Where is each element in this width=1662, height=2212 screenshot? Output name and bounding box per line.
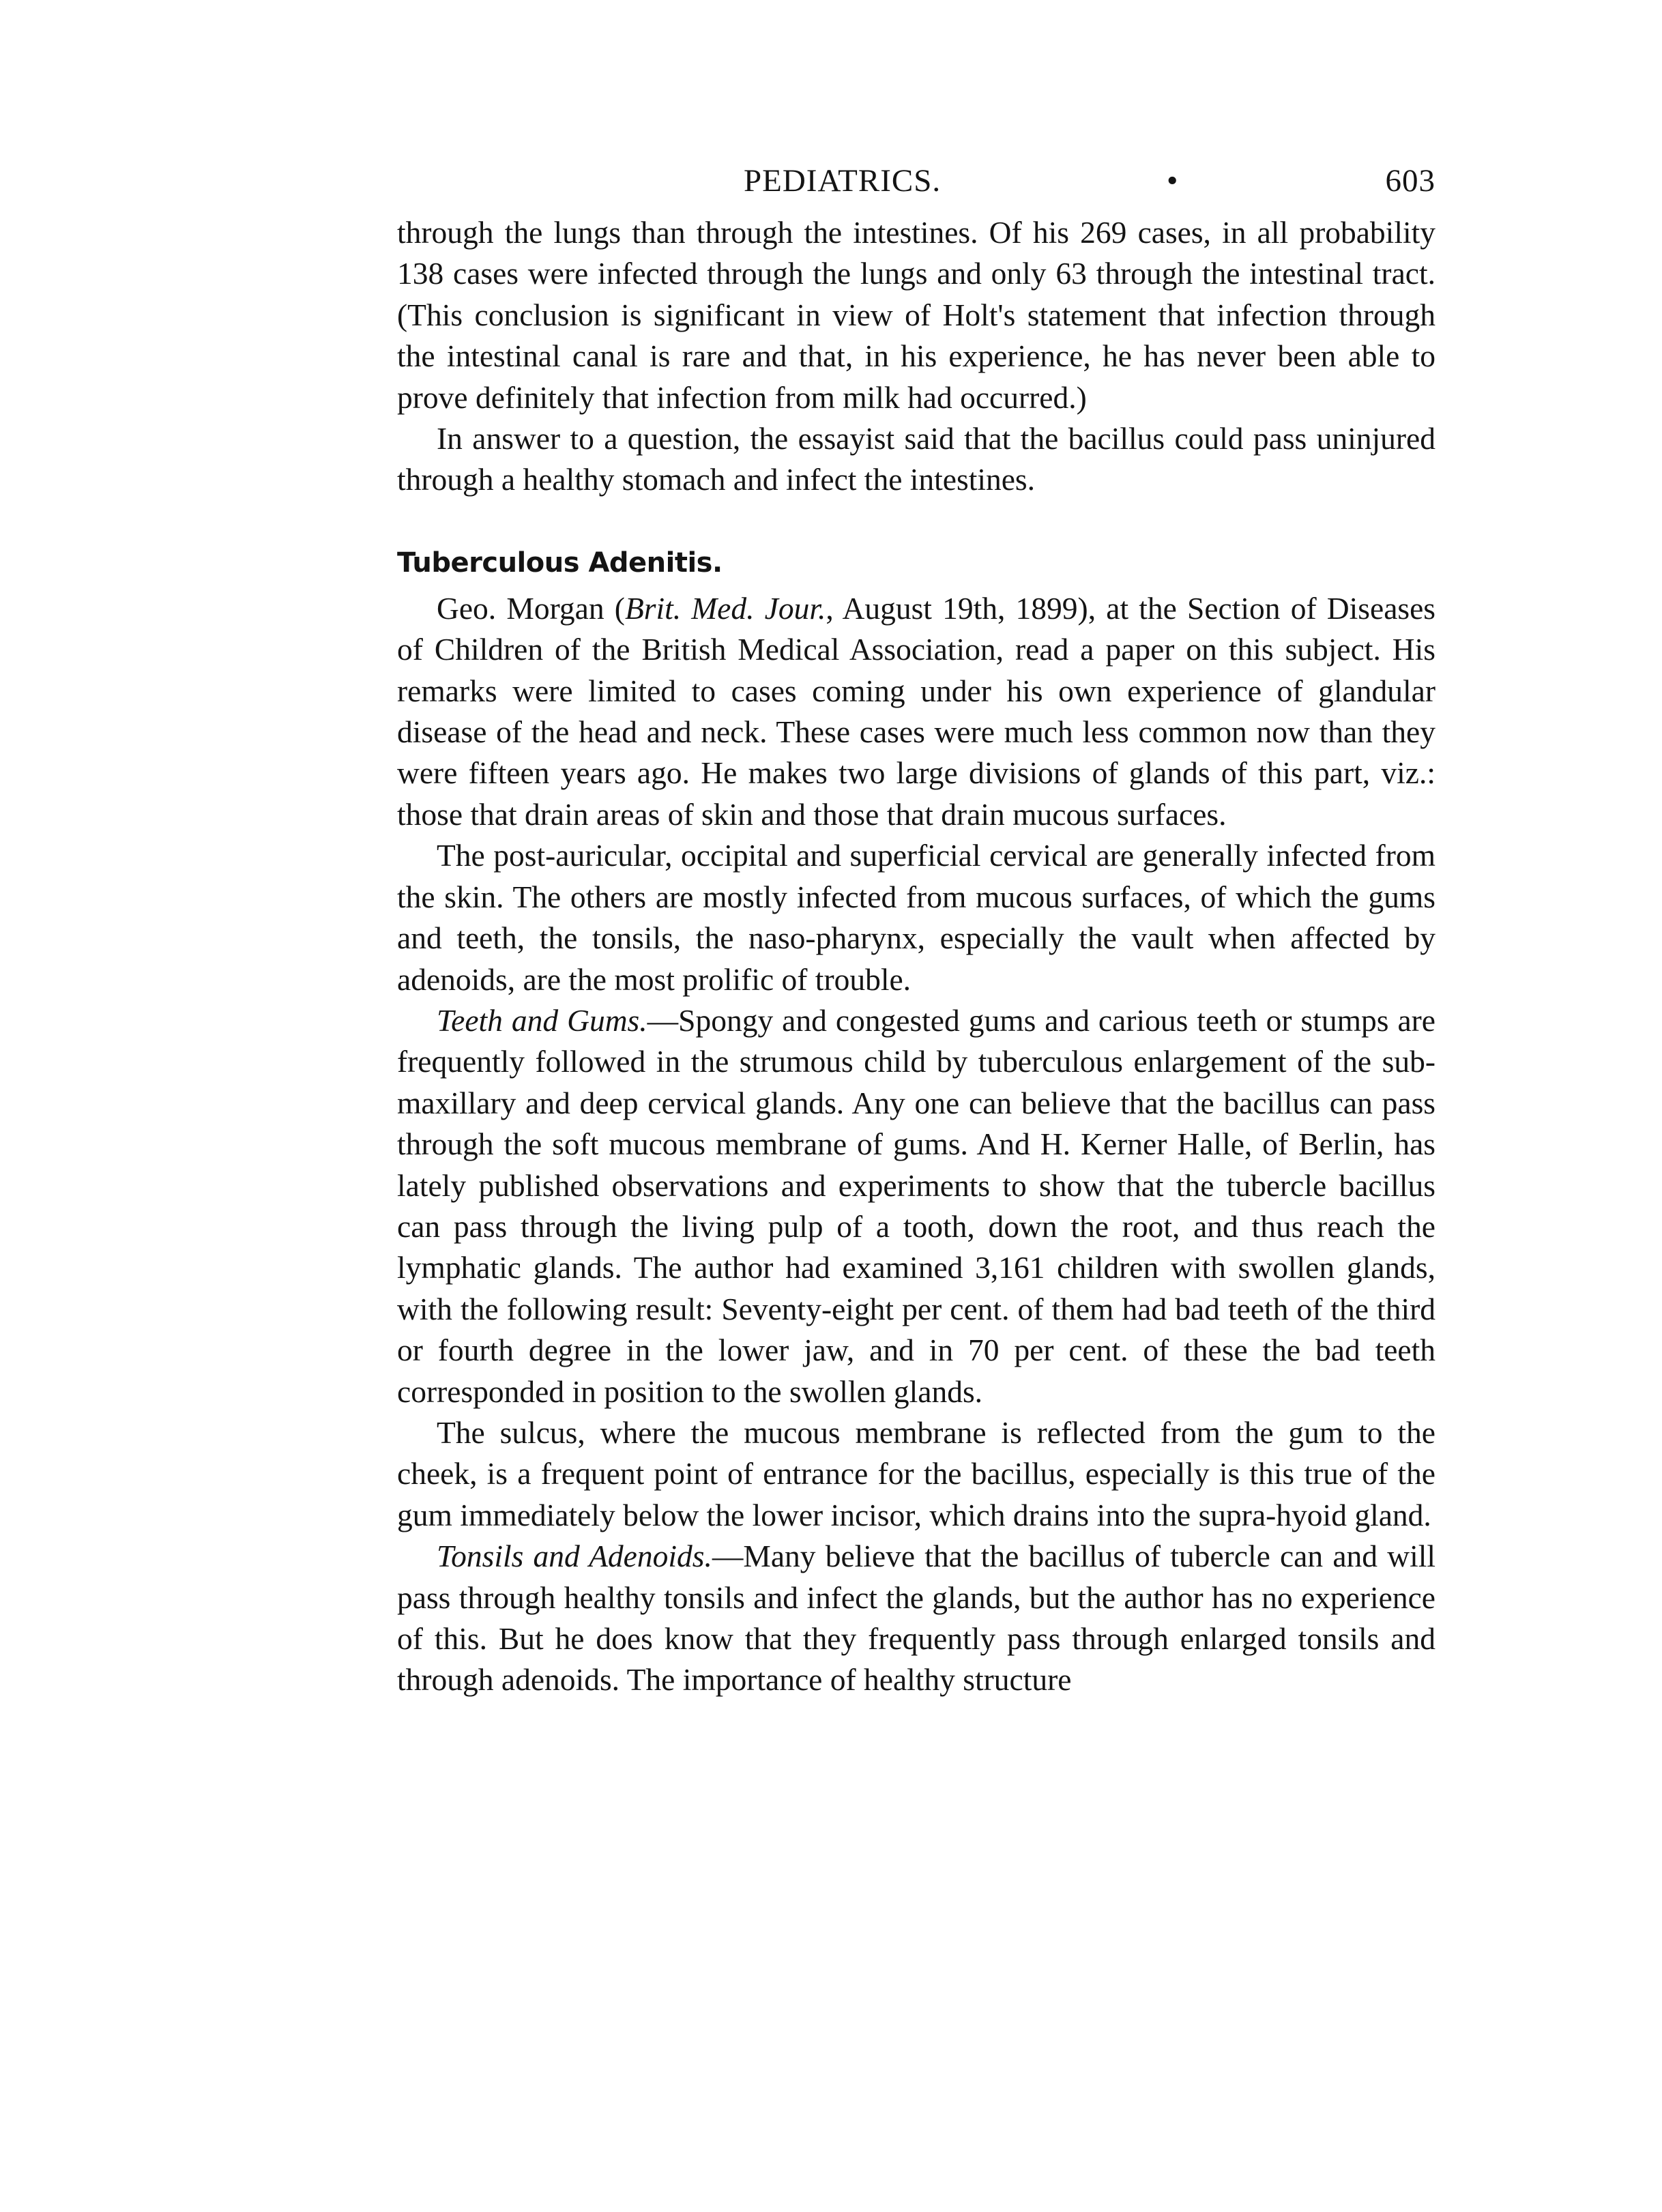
text-run: Geo. Morgan (: [437, 590, 625, 626]
paragraph: through the lungs than through the intestines. Of his 269 cases, in all probability 138 cases were infected through the lungs and only 63 through the intestinal tract. (This conclusion is significant in view of Holt's statement that infection through the intestinal canal is rare and that, in his experience, he has never been able to prove definitely that infection from milk had occurred.): [397, 215, 1435, 415]
subsection-lead: Tonsils and Adenoids.: [437, 1539, 712, 1574]
running-title: PEDIATRICS.: [744, 163, 942, 199]
text-run: , August 19th, 1899), at the Section of Diseases of Children of the British Medical Association, read a paper on this subject. His remarks were limited to cases coming under his own experience of glandular disease of the head and neck. These cases were much less common now than they were fifteen years ago. He makes two large divisions of glands of this part, viz.: those that drain areas of skin and those that drain mucous surfaces.: [397, 590, 1436, 832]
continued-text: [397, 212, 1435, 501]
page-content: [397, 157, 1435, 1701]
text-run: —Many believe that the bacillus of tubercle can and will pass through healthy tonsils and infect the glands, but the author has no experience of this. But he does know that they frequently pass through enlarged tonsils and through adenoids. The importance of healthy structure: [397, 1539, 1435, 1698]
paragraph: [397, 1536, 1435, 1701]
paragraph: The sulcus, where the mucous membrane is reflected from the gum to the cheek, is a frequent point of entrance for the bacillus, especially is this true of the gum immediately below the lower incisor, which drains into the supra-hyoid gland.: [397, 1414, 1435, 1532]
section-heading: Tuberculous Adenitis.: [397, 547, 723, 579]
section-body: [397, 588, 1435, 1701]
text-run: —Spongy and congested gums and carious teeth or stumps are frequently followed in the strumous child by tuberculous enlargement of the sub-maxillary and deep cervical glands. Any one can believe that the bacillus can pass through the soft mucous membrane of gums. And H. Kerner Halle, of Berlin, has lately published observations and experiments to show that the tubercle bacillus can pass through the living pulp of a tooth, down the root, and thus reach the lymphatic glands. The author had examined 3,161 children with swollen glands, with the following result: Seventy-eight per cent. of them had bad teeth of the third or fourth degree in the lower jaw, and in 70 per cent. of these the bad teeth corresponded in position to the swollen glands.: [397, 1002, 1435, 1409]
page-number: 603: [1385, 163, 1435, 199]
paragraph: [397, 588, 1435, 835]
running-head-dot: •: [1167, 163, 1179, 199]
paragraph: The post-auricular, occipital and superficial cervical are generally infected from the skin. The others are mostly infected from mucous surfaces, of which the gums and teeth, the tonsils, the naso-pharynx, especially the vault when affected by adenoids, are the most prolific of trouble.: [397, 838, 1435, 997]
paragraph: In answer to a question, the essayist said that the bacillus could pass uninjured through a healthy stomach and infect the intestines.: [397, 421, 1435, 497]
subsection-lead: Teeth and Gums.: [437, 1002, 647, 1038]
running-head: [397, 157, 1435, 205]
journal-citation: Brit. Med. Jour.: [624, 590, 826, 626]
paragraph: [397, 1000, 1435, 1412]
